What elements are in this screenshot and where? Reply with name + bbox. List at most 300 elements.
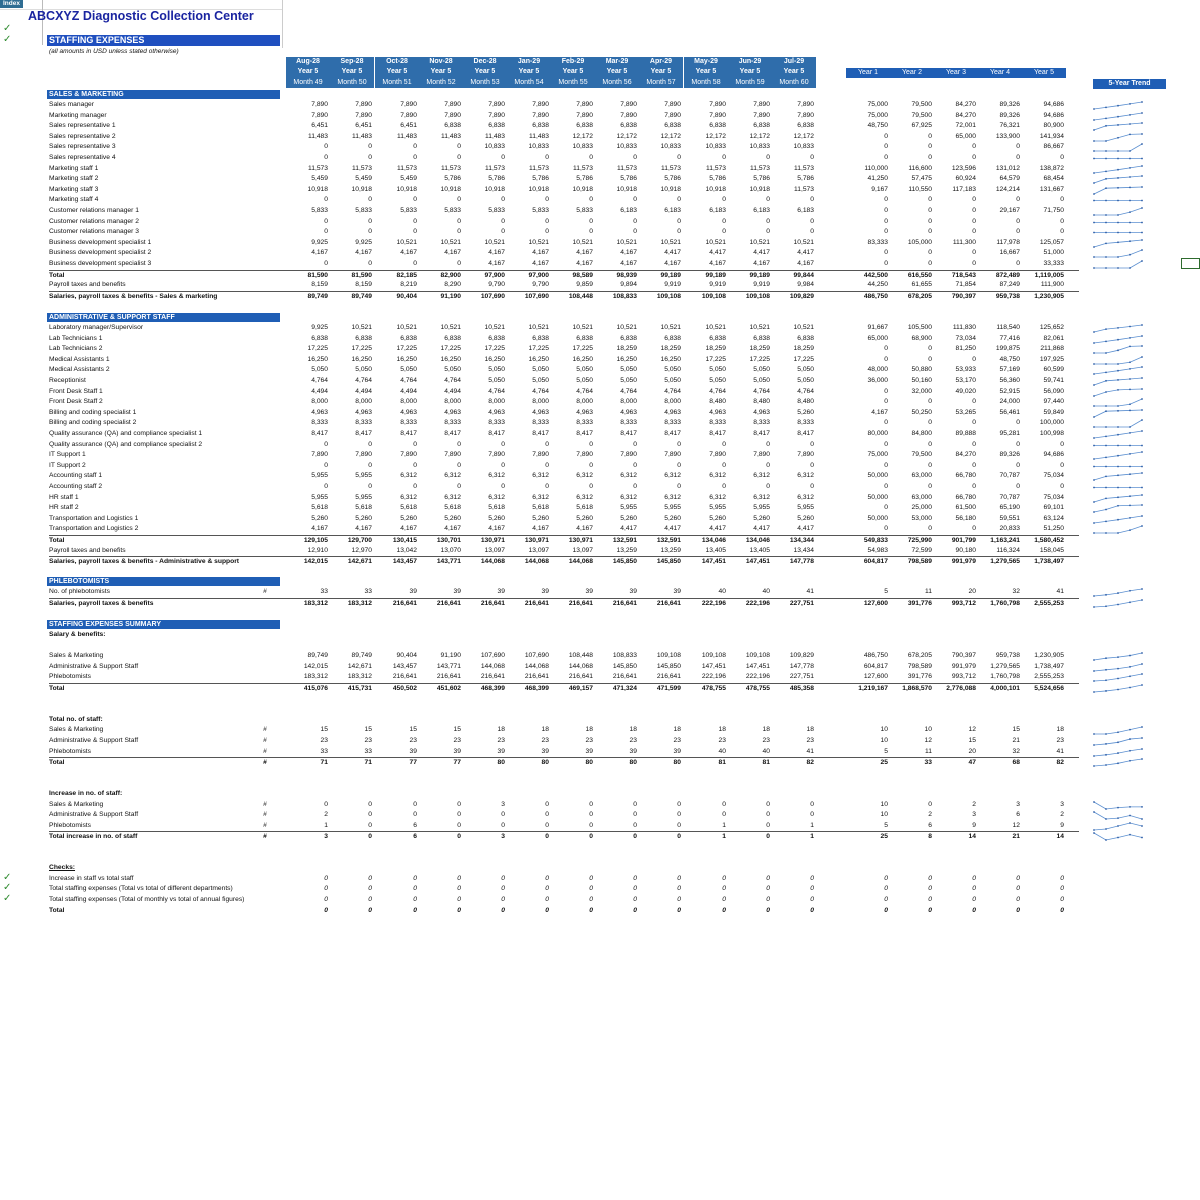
year-cell[interactable]: 604,817 (863, 558, 888, 566)
year-cell[interactable]: 0 (884, 906, 888, 914)
month-cell[interactable]: 6,183 (664, 207, 681, 214)
month-cell[interactable]: 5,955 (664, 504, 681, 512)
year-cell[interactable]: 0 (884, 132, 888, 140)
year-cell[interactable]: 2,555,253 (1034, 599, 1064, 607)
month-cell[interactable]: 0 (368, 885, 372, 893)
year-cell[interactable]: 0 (972, 874, 976, 882)
year-cell[interactable]: 33,333 (1043, 260, 1064, 267)
month-cell[interactable]: 0 (677, 196, 681, 204)
month-cell[interactable]: 7,890 (620, 111, 637, 119)
year-cell[interactable]: 89,326 (999, 451, 1020, 459)
year-cell[interactable]: 44,250 (867, 281, 888, 289)
month-cell[interactable]: 6,312 (709, 472, 726, 480)
month-cell[interactable]: 9,859 (576, 281, 593, 289)
year-cell[interactable]: 0 (928, 419, 932, 427)
year-cell[interactable]: 0 (884, 196, 888, 204)
year-cell[interactable]: 2,776,088 (946, 685, 976, 692)
month-cell[interactable]: 5,833 (355, 207, 372, 214)
month-cell[interactable]: 82,185 (396, 271, 417, 279)
year-cell[interactable]: 57,475 (911, 175, 932, 183)
year-cell[interactable]: 0 (1016, 461, 1020, 469)
month-cell[interactable]: 147,451 (745, 662, 770, 670)
month-cell[interactable]: 6,312 (709, 493, 726, 501)
month-cell[interactable]: 0 (501, 154, 505, 161)
month-cell[interactable]: 17,225 (440, 345, 461, 353)
year-cell[interactable]: 111,830 (952, 324, 976, 331)
month-cell[interactable]: 77 (453, 759, 461, 767)
month-cell[interactable]: 10,521 (616, 324, 637, 331)
year-cell[interactable]: 70,787 (999, 493, 1020, 501)
month-cell[interactable]: 7,890 (488, 111, 505, 119)
month-cell[interactable]: 10,833 (793, 143, 814, 151)
month-cell[interactable]: 4,167 (576, 249, 593, 257)
month-cell[interactable]: 0 (413, 811, 417, 819)
month-cell[interactable]: 0 (810, 461, 814, 469)
year-cell[interactable]: 41 (1056, 588, 1064, 595)
month-cell[interactable]: 144,068 (568, 558, 593, 566)
month-cell[interactable]: 6,838 (709, 334, 726, 342)
month-cell[interactable]: 11,573 (794, 185, 814, 193)
month-cell[interactable]: 10,521 (528, 324, 549, 331)
month-cell[interactable]: 89,749 (307, 292, 328, 300)
month-cell[interactable]: 80 (673, 759, 681, 767)
month-cell[interactable]: 4,417 (797, 525, 814, 533)
month-cell[interactable]: 0 (413, 154, 417, 161)
month-cell[interactable]: 17,225 (705, 355, 726, 363)
month-cell[interactable]: 17,225 (749, 355, 770, 363)
month-cell[interactable]: 6,312 (400, 472, 417, 480)
month-cell[interactable]: 0 (457, 143, 461, 151)
year-cell[interactable]: 0 (928, 896, 932, 903)
month-cell[interactable]: 0 (633, 440, 637, 448)
month-cell[interactable]: 12,172 (616, 132, 637, 140)
month-cell[interactable]: 0 (589, 885, 593, 893)
month-cell[interactable]: 13,097 (484, 546, 505, 554)
year-cell[interactable]: 12 (968, 726, 976, 734)
month-cell[interactable]: 107,690 (524, 652, 549, 660)
month-cell[interactable]: 0 (677, 833, 681, 841)
month-cell[interactable]: 80 (629, 759, 637, 767)
year-cell[interactable]: 0 (928, 355, 932, 363)
month-cell[interactable]: 4,417 (664, 249, 681, 257)
month-cell[interactable]: 6,183 (753, 207, 770, 214)
month-cell[interactable]: 144,068 (524, 558, 549, 566)
month-cell[interactable]: 80 (541, 759, 549, 767)
month-cell[interactable]: 23 (364, 737, 372, 744)
year-cell[interactable]: 68 (1012, 759, 1020, 767)
year-cell[interactable]: 991,979 (951, 662, 976, 670)
month-cell[interactable]: 4,167 (444, 249, 461, 257)
month-cell[interactable]: 4,167 (400, 249, 417, 257)
month-cell[interactable]: 0 (722, 461, 726, 469)
year-cell[interactable]: 9,167 (871, 185, 888, 193)
year-cell[interactable]: 54,983 (867, 546, 888, 554)
month-cell[interactable]: 415,731 (347, 685, 372, 692)
year-cell[interactable]: 10 (880, 800, 888, 808)
month-cell[interactable]: 0 (324, 800, 328, 808)
month-cell[interactable]: 11,573 (661, 164, 681, 172)
month-cell[interactable]: 5,786 (444, 175, 461, 183)
month-cell[interactable]: 0 (589, 154, 593, 161)
year-cell[interactable]: 197,925 (1039, 355, 1064, 363)
month-cell[interactable]: 17,225 (351, 345, 372, 353)
month-cell[interactable]: 0 (324, 896, 328, 903)
month-cell[interactable]: 16,250 (396, 355, 417, 363)
month-cell[interactable]: 13,405 (705, 546, 726, 554)
year-cell[interactable]: 84,270 (955, 451, 976, 459)
year-cell[interactable]: 790,397 (951, 652, 976, 660)
month-cell[interactable]: 8,333 (664, 419, 681, 427)
month-cell[interactable]: 0 (677, 154, 681, 161)
month-cell[interactable]: 5,050 (355, 366, 372, 374)
month-cell[interactable]: 8,417 (753, 430, 770, 437)
month-cell[interactable]: 109,108 (701, 652, 726, 660)
year-cell[interactable]: 798,589 (907, 558, 932, 566)
month-cell[interactable]: 0 (368, 440, 372, 448)
year-cell[interactable]: 75,000 (867, 111, 888, 119)
month-cell[interactable]: 8,333 (400, 419, 417, 427)
month-cell[interactable]: 6,838 (576, 122, 593, 130)
year-cell[interactable]: 25,000 (911, 504, 932, 512)
month-cell[interactable]: 98,939 (616, 271, 637, 279)
year-cell[interactable]: 9 (972, 821, 976, 829)
month-cell[interactable]: 0 (810, 196, 814, 204)
month-cell[interactable]: 4,764 (620, 387, 637, 395)
year-cell[interactable]: 3 (1060, 800, 1064, 808)
year-cell[interactable]: 5 (884, 588, 888, 595)
month-cell[interactable]: 0 (413, 260, 417, 267)
month-cell[interactable]: 0 (810, 228, 814, 236)
year-cell[interactable]: 116,324 (996, 546, 1020, 554)
year-cell[interactable]: 10 (924, 726, 932, 734)
month-cell[interactable]: 12,172 (705, 132, 726, 140)
year-cell[interactable]: 24,000 (999, 398, 1020, 406)
month-cell[interactable]: 10,833 (616, 143, 637, 151)
year-cell[interactable]: 4,000,101 (990, 685, 1020, 692)
month-cell[interactable]: 71 (364, 759, 372, 767)
year-cell[interactable]: 0 (928, 885, 932, 893)
year-cell[interactable]: 131,667 (1039, 185, 1064, 193)
month-cell[interactable]: 0 (413, 461, 417, 469)
month-cell[interactable]: 39 (497, 588, 505, 595)
month-cell[interactable]: 143,457 (392, 662, 417, 670)
month-cell[interactable]: 10,918 (749, 185, 770, 193)
month-cell[interactable]: 5,050 (753, 366, 770, 374)
month-cell[interactable]: 99,189 (705, 271, 726, 279)
year-cell[interactable]: 69,101 (1043, 504, 1064, 512)
month-cell[interactable]: 0 (413, 196, 417, 204)
month-cell[interactable]: 5,050 (311, 366, 328, 374)
month-cell[interactable]: 11,483 (352, 132, 372, 140)
month-cell[interactable]: 80 (585, 759, 593, 767)
month-cell[interactable]: 6,838 (797, 334, 814, 342)
month-cell[interactable]: 4,167 (488, 260, 505, 267)
month-cell[interactable]: 10,918 (351, 185, 372, 193)
month-cell[interactable]: 108,448 (568, 292, 593, 300)
year-cell[interactable]: 141,934 (1039, 132, 1064, 140)
year-cell[interactable]: 3 (1016, 800, 1020, 808)
year-cell[interactable]: 0 (884, 260, 888, 267)
year-cell[interactable]: 0 (928, 154, 932, 161)
year-cell[interactable]: 53,933 (955, 366, 976, 374)
month-cell[interactable]: 8,333 (488, 419, 505, 427)
month-cell[interactable]: 4,764 (444, 377, 461, 384)
year-cell[interactable]: 5 (884, 747, 888, 755)
month-cell[interactable]: 451,602 (436, 685, 461, 692)
year-cell[interactable]: 0 (884, 885, 888, 893)
month-cell[interactable]: 0 (766, 821, 770, 829)
month-cell[interactable]: 0 (413, 874, 417, 882)
year-cell[interactable]: 1,230,905 (1034, 292, 1064, 300)
year-cell[interactable]: 442,500 (863, 271, 888, 279)
month-cell[interactable]: 468,399 (480, 685, 505, 692)
month-cell[interactable]: 10,521 (572, 324, 593, 331)
month-cell[interactable]: 142,671 (347, 558, 372, 566)
year-cell[interactable]: 0 (1016, 896, 1020, 903)
year-cell[interactable]: 127,600 (863, 673, 888, 681)
month-cell[interactable]: 4,764 (488, 387, 505, 395)
year-cell[interactable]: 59,551 (999, 514, 1020, 522)
month-cell[interactable]: 8,480 (709, 398, 726, 406)
month-cell[interactable]: 130,971 (480, 537, 505, 544)
year-cell[interactable]: 110,000 (864, 164, 888, 172)
month-cell[interactable]: 8,333 (444, 419, 461, 427)
month-cell[interactable]: 4,764 (797, 387, 814, 395)
month-cell[interactable]: 0 (722, 906, 726, 914)
month-cell[interactable]: 41 (806, 747, 814, 755)
year-cell[interactable]: 0 (884, 483, 888, 490)
year-cell[interactable]: 2 (1060, 811, 1064, 819)
month-cell[interactable]: 18,259 (660, 345, 681, 353)
month-cell[interactable]: 0 (545, 217, 549, 225)
month-cell[interactable]: 0 (633, 483, 637, 490)
month-cell[interactable]: 10,918 (572, 185, 593, 193)
month-cell[interactable]: 0 (413, 896, 417, 903)
month-cell[interactable]: 11,573 (529, 164, 549, 172)
month-cell[interactable]: 0 (457, 217, 461, 225)
year-cell[interactable]: 75,034 (1043, 493, 1064, 501)
month-cell[interactable]: 5,260 (532, 514, 549, 522)
month-cell[interactable]: 11,573 (485, 164, 505, 172)
month-cell[interactable]: 0 (368, 154, 372, 161)
month-cell[interactable]: 216,641 (392, 673, 417, 681)
year-cell[interactable]: 14 (1056, 833, 1064, 841)
month-cell[interactable]: 91,190 (440, 652, 461, 660)
month-cell[interactable]: 0 (677, 821, 681, 829)
year-cell[interactable]: 0 (972, 885, 976, 893)
month-cell[interactable]: 0 (324, 906, 328, 914)
month-cell[interactable]: 0 (413, 143, 417, 151)
year-cell[interactable]: 94,686 (1043, 111, 1064, 119)
month-cell[interactable]: 8,417 (709, 430, 726, 437)
year-cell[interactable]: 53,170 (955, 377, 976, 384)
month-cell[interactable]: 4,167 (532, 249, 549, 257)
year-cell[interactable]: 15 (1012, 726, 1020, 734)
month-cell[interactable]: 4,764 (311, 377, 328, 384)
month-cell[interactable]: 0 (589, 217, 593, 225)
month-cell[interactable]: 5,260 (797, 514, 814, 522)
year-cell[interactable]: 48,750 (867, 122, 888, 130)
year-cell[interactable]: 11 (925, 747, 932, 755)
month-cell[interactable]: 7,890 (664, 111, 681, 119)
month-cell[interactable]: 9,919 (709, 281, 726, 289)
month-cell[interactable]: 0 (766, 896, 770, 903)
month-cell[interactable]: 227,751 (789, 673, 814, 681)
year-cell[interactable]: 77,416 (999, 334, 1020, 342)
year-cell[interactable]: 0 (1060, 896, 1064, 903)
month-cell[interactable]: 11,573 (617, 164, 637, 172)
month-cell[interactable]: 9,925 (355, 238, 372, 246)
year-cell[interactable]: 21 (1012, 833, 1020, 841)
month-cell[interactable]: 0 (368, 800, 372, 808)
month-cell[interactable]: 4,417 (797, 249, 814, 257)
month-cell[interactable]: 10,521 (660, 324, 681, 331)
month-cell[interactable]: 10,918 (528, 185, 549, 193)
month-cell[interactable]: 10,521 (484, 324, 505, 331)
year-cell[interactable]: 725,990 (907, 537, 932, 544)
year-cell[interactable]: 41 (1056, 747, 1064, 755)
month-cell[interactable]: 108,448 (568, 652, 593, 660)
month-cell[interactable]: 130,971 (524, 537, 549, 544)
month-cell[interactable]: 0 (589, 874, 593, 882)
year-cell[interactable]: 127,600 (863, 599, 888, 607)
month-cell[interactable]: 0 (677, 461, 681, 469)
month-cell[interactable]: 39 (585, 588, 593, 595)
year-cell[interactable]: 0 (928, 143, 932, 151)
month-cell[interactable]: 7,890 (311, 451, 328, 459)
month-cell[interactable]: 0 (457, 228, 461, 236)
month-cell[interactable]: 0 (501, 906, 505, 914)
month-cell[interactable]: 4,417 (753, 249, 770, 257)
year-cell[interactable]: 95,281 (999, 430, 1020, 437)
month-cell[interactable]: 8,333 (532, 419, 549, 427)
month-cell[interactable]: 5,786 (797, 175, 814, 183)
month-cell[interactable]: 8,000 (620, 398, 637, 406)
month-cell[interactable]: 15 (364, 726, 372, 734)
month-cell[interactable]: 7,890 (355, 111, 372, 119)
month-cell[interactable]: 415,076 (303, 685, 328, 692)
year-cell[interactable]: 65,190 (999, 504, 1020, 512)
month-cell[interactable]: 183,312 (347, 599, 372, 607)
month-cell[interactable]: 0 (457, 833, 461, 841)
year-cell[interactable]: 131,012 (995, 164, 1020, 172)
year-cell[interactable]: 0 (972, 525, 976, 533)
month-cell[interactable]: 7,890 (753, 111, 770, 119)
year-cell[interactable]: 71,854 (955, 281, 976, 289)
month-cell[interactable]: 5,955 (709, 504, 726, 512)
month-cell[interactable]: 4,167 (576, 525, 593, 533)
month-cell[interactable]: 11,483 (397, 132, 417, 140)
month-cell[interactable]: 7,890 (532, 101, 549, 108)
month-cell[interactable]: 0 (413, 885, 417, 893)
year-cell[interactable]: 1,738,497 (1034, 558, 1064, 566)
month-cell[interactable]: 7,890 (311, 111, 328, 119)
year-cell[interactable]: 0 (928, 260, 932, 267)
year-cell[interactable]: 125,057 (1039, 238, 1064, 246)
month-cell[interactable]: 5,618 (400, 504, 417, 512)
month-cell[interactable]: 39 (585, 747, 593, 755)
month-cell[interactable]: 0 (589, 821, 593, 829)
month-cell[interactable]: 10,521 (793, 324, 814, 331)
month-cell[interactable]: 12,910 (307, 546, 328, 554)
month-cell[interactable]: 7,890 (753, 451, 770, 459)
month-cell[interactable]: 216,641 (524, 673, 549, 681)
year-cell[interactable]: 0 (884, 154, 888, 161)
month-cell[interactable]: 3 (501, 800, 505, 808)
month-cell[interactable]: 108,833 (612, 292, 637, 300)
month-cell[interactable]: 4,167 (664, 260, 681, 267)
year-cell[interactable]: 32 (1012, 747, 1020, 755)
month-cell[interactable]: 5,050 (620, 366, 637, 374)
month-cell[interactable]: 0 (324, 196, 328, 204)
month-cell[interactable]: 109,108 (701, 292, 726, 300)
year-cell[interactable]: 0 (972, 228, 976, 236)
month-cell[interactable]: 0 (368, 821, 372, 829)
month-cell[interactable]: 0 (722, 228, 726, 236)
year-cell[interactable]: 8 (928, 833, 932, 841)
month-cell[interactable]: 4,167 (532, 525, 549, 533)
month-cell[interactable]: 4,764 (709, 387, 726, 395)
year-cell[interactable]: 0 (928, 398, 932, 406)
month-cell[interactable]: 13,042 (396, 546, 417, 554)
month-cell[interactable]: 8,219 (400, 281, 417, 289)
month-cell[interactable]: 10,833 (705, 143, 726, 151)
month-cell[interactable]: 5,955 (355, 493, 372, 501)
year-cell[interactable]: 94,686 (1043, 101, 1064, 108)
month-cell[interactable]: 0 (545, 833, 549, 841)
month-cell[interactable]: 145,850 (612, 662, 637, 670)
month-cell[interactable]: 10,521 (484, 238, 505, 246)
month-cell[interactable]: 7,890 (709, 101, 726, 108)
month-cell[interactable]: 8,333 (620, 419, 637, 427)
year-cell[interactable]: 72,599 (911, 546, 932, 554)
month-cell[interactable]: 0 (810, 217, 814, 225)
month-cell[interactable]: 4,764 (576, 387, 593, 395)
month-cell[interactable]: 18 (673, 726, 681, 734)
year-cell[interactable]: 10 (880, 811, 888, 819)
month-cell[interactable]: 478,755 (701, 685, 726, 692)
month-cell[interactable]: 216,641 (656, 599, 681, 607)
month-cell[interactable]: 5,260 (664, 514, 681, 522)
year-cell[interactable]: 18 (1056, 726, 1064, 734)
month-cell[interactable]: 0 (633, 896, 637, 903)
year-cell[interactable]: 0 (884, 345, 888, 353)
month-cell[interactable]: 10,918 (705, 185, 726, 193)
month-cell[interactable]: 0 (766, 906, 770, 914)
month-cell[interactable]: 11,573 (750, 164, 770, 172)
month-cell[interactable]: 0 (589, 483, 593, 490)
year-cell[interactable]: 0 (884, 525, 888, 533)
year-cell[interactable]: 0 (884, 419, 888, 427)
month-cell[interactable]: 5,050 (709, 377, 726, 384)
year-cell[interactable]: 117,183 (952, 185, 976, 193)
month-cell[interactable]: 10,833 (749, 143, 770, 151)
month-cell[interactable]: 6,312 (576, 493, 593, 501)
month-cell[interactable]: 8,000 (576, 398, 593, 406)
year-cell[interactable]: 0 (928, 249, 932, 257)
month-cell[interactable]: 5,786 (709, 175, 726, 183)
month-cell[interactable]: 132,591 (656, 537, 681, 544)
month-cell[interactable]: 18 (585, 726, 593, 734)
month-cell[interactable]: 5,260 (620, 514, 637, 522)
month-cell[interactable]: 222,196 (701, 673, 726, 681)
year-cell[interactable]: 14 (968, 833, 976, 841)
year-cell[interactable]: 991,979 (951, 558, 976, 566)
month-cell[interactable]: 0 (722, 154, 726, 161)
year-cell[interactable]: 87,249 (999, 281, 1020, 289)
month-cell[interactable]: 8,333 (576, 419, 593, 427)
month-cell[interactable]: 0 (501, 885, 505, 893)
